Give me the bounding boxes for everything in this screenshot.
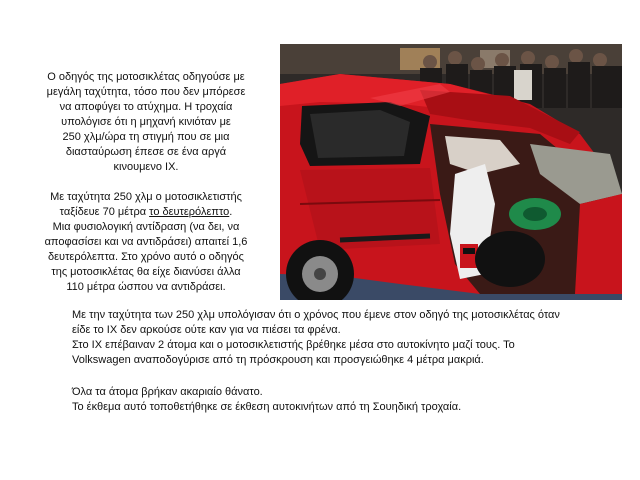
- intro-paragraph: [20, 70, 272, 175]
- text-line: Στο ΙΧ επέβαιναν 2 άτομα και ο μοτοσικλετιστής βρέθηκε μέσα στο αυτοκίνητο μαζί τους. Το: [72, 339, 515, 351]
- text-line: Το έκθεμα αυτό τοποθετήθηκε σε έκθεση αυτοκινήτων από τη Σουηδική τροχαία.: [72, 401, 462, 413]
- text-line: Ο οδηγός της μοτοσικλέτας οδηγούσε με: [47, 71, 245, 83]
- crash-photo: [280, 44, 622, 300]
- text-line: μεγάλη ταχύτητα, τόσο που δεν μπόρεσε: [46, 86, 246, 98]
- text-line: Volkswagen αναποδογύρισε από τη πρόσκρουση και προσγειώθηκε 4 μέτρα μακριά.: [72, 354, 484, 366]
- text-fragment: .: [229, 206, 233, 218]
- text-line: [20, 205, 272, 220]
- text-line: Με ταχύτητα 250 χλμ ο μοτοσικλετιστής: [50, 191, 242, 203]
- text-line: να αποφύγει το ατύχημα. Η τροχαία: [59, 101, 233, 113]
- conclusion-paragraph: [72, 308, 624, 368]
- text-line: 110 μέτρα ώσπου να αντιδράσει.: [66, 281, 226, 293]
- crash-photo-illustration: [280, 44, 622, 300]
- text-line: αποφασίσει και να αντιδράσει) απαιτεί 1,6: [44, 236, 248, 248]
- text-line: Μια φυσιολογική αντίδραση (να δει, να: [52, 221, 240, 233]
- text-line: 250 χλμ/ώρα τη στιγμή που σε μια: [62, 131, 230, 143]
- text-line: δευτερόλεπτα. Στο χρόνο αυτό ο οδηγός: [48, 251, 244, 263]
- outcome-paragraph: [72, 385, 624, 415]
- underlined-term-link[interactable]: το δευτερόλεπτο: [149, 206, 230, 218]
- text-line: διασταύρωση έπεσε σε ένα αργά: [65, 146, 227, 158]
- text-line: είδε το ΙΧ δεν αρκούσε ούτε καν για να πιέσει τα φρένα.: [72, 324, 341, 336]
- text-line: κινουμενο ΙΧ.: [113, 161, 179, 173]
- text-fragment: ταξίδευε 70 μέτρα: [59, 206, 150, 218]
- speed-paragraph: [20, 190, 272, 295]
- text-line: Όλα τα άτομα βρήκαν ακαριαίο θάνατο.: [72, 386, 263, 398]
- text-line: της μοτοσικλέτας θα είχε διανύσει άλλα: [51, 266, 241, 278]
- text-line: υπολόγισε ότι η μηχανή κινιόταν με: [61, 116, 231, 128]
- text-line: Με την ταχύτητα των 250 χλμ υπολόγισαν ότι ο χρόνος που έμενε στον οδηγό της μοτοσικλέτας όταν: [72, 309, 560, 321]
